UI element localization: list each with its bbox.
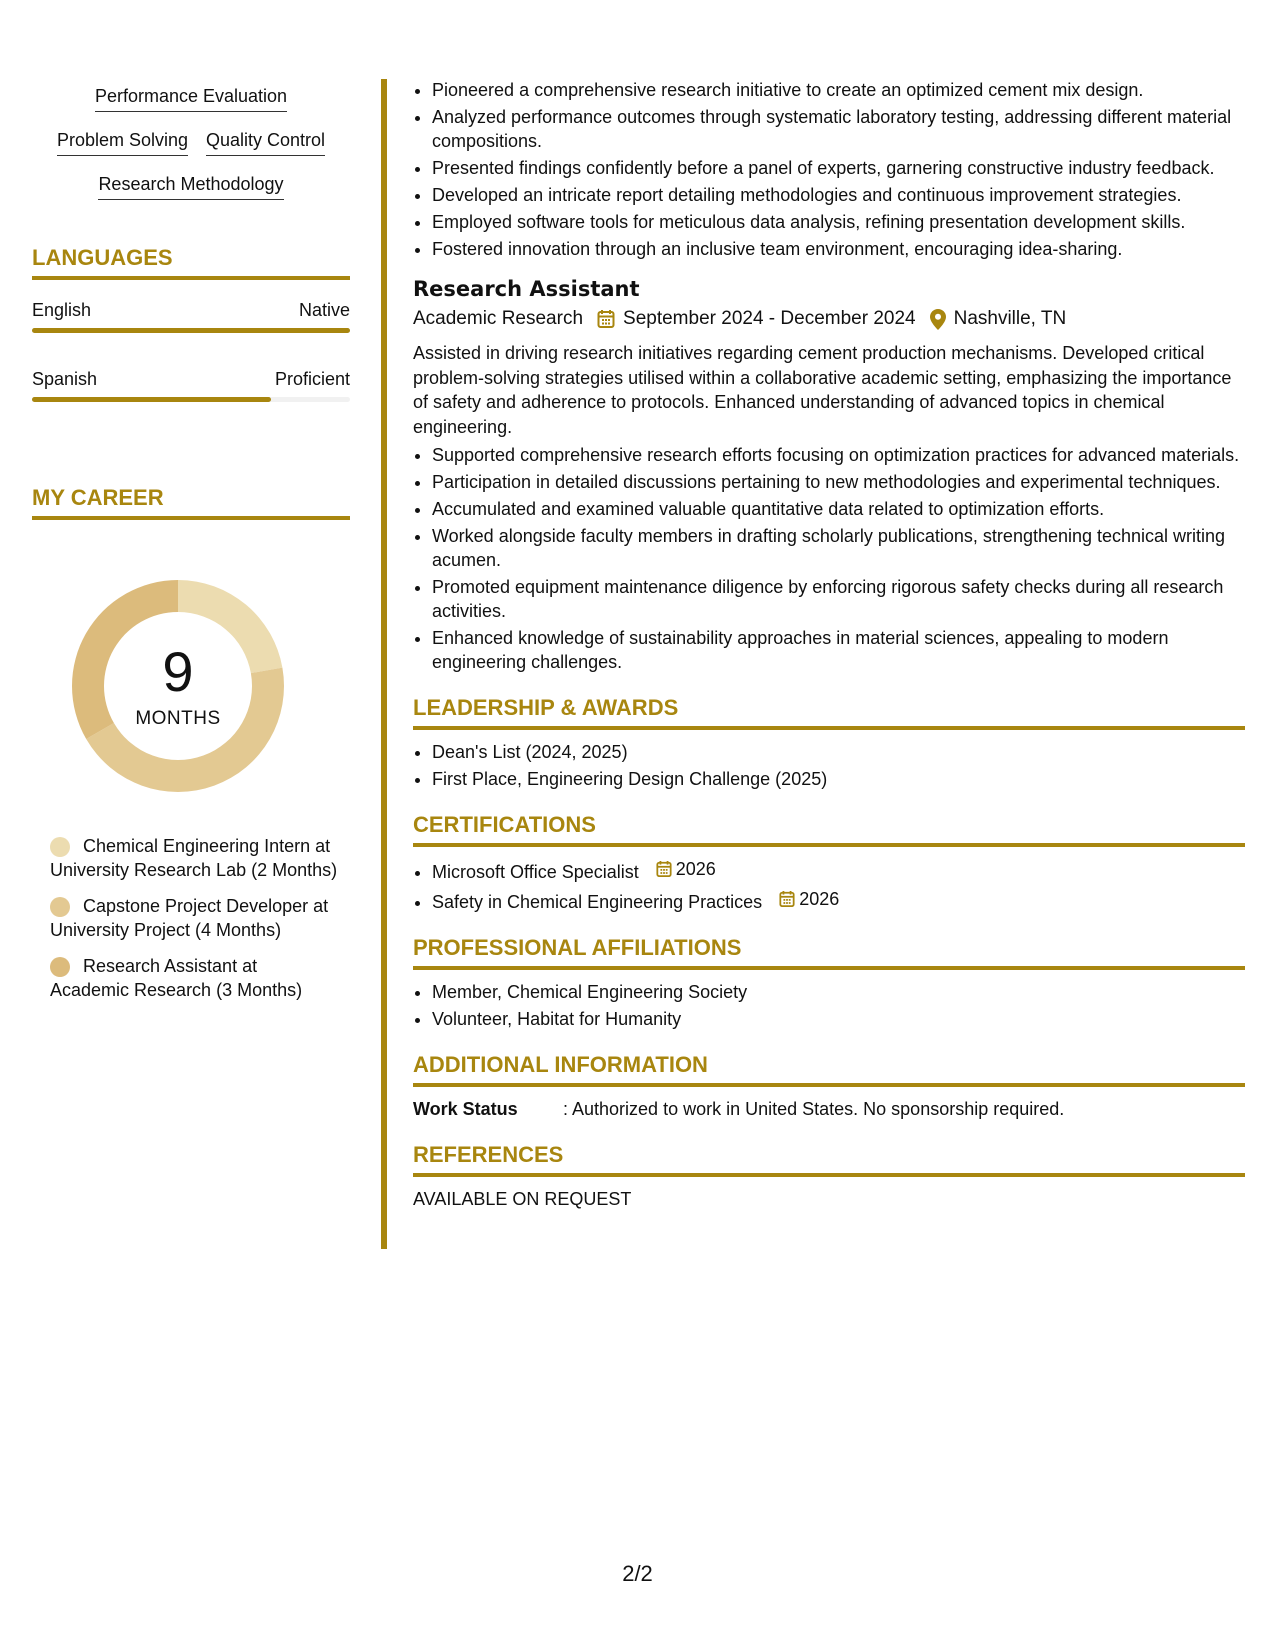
calendar-icon (597, 309, 615, 329)
job-bullets (413, 443, 1245, 674)
job-dates: September 2024 - December 2024 (623, 308, 916, 329)
skill-tag: Performance Evaluation (95, 84, 287, 112)
skills-list (32, 84, 350, 216)
affiliations-heading: PROFESSIONAL AFFILIATIONS (413, 934, 1245, 970)
list-item: • Supported comprehensive research efforts focusing on optimization practices for advanced materials. (432, 443, 1245, 467)
career-legend-item (50, 894, 340, 942)
list-item: • First Place, Engineering Design Challenge (2025) (432, 767, 1245, 791)
list-item: • Developed an intricate report detailing methodologies and continuous improvement strategies. (432, 183, 1245, 207)
certifications-heading: CERTIFICATIONS (413, 811, 1245, 847)
list-item: • Dean's List (2024, 2025) (432, 740, 1245, 764)
list-item: • Fostered innovation through an inclusive team environment, encouraging idea-sharing. (432, 237, 1245, 261)
list-item: • Volunteer, Habitat for Humanity (432, 1007, 1245, 1031)
list-item: • Promoted equipment maintenance diligence by enforcing rigorous safety checks during all research activities. (432, 575, 1245, 623)
certifications-list (413, 857, 1245, 914)
legend-dot-icon (50, 957, 70, 977)
page-number: 2/2 (622, 1561, 653, 1586)
list-item: • Participation in detailed discussions pertaining to new methodologies and experimental techniques. (432, 470, 1245, 494)
career-legend-label: Chemical Engineering Intern at University Research Lab (2 Months) (50, 836, 338, 880)
career-legend-label: Capstone Project Developer at University Project (4 Months) (50, 896, 329, 940)
legend-dot-icon (50, 837, 70, 857)
language-item (32, 367, 350, 402)
skill-tag: Quality Control (206, 128, 325, 156)
language-level: Proficient (274, 369, 350, 389)
skill-tag: Problem Solving (57, 128, 188, 156)
list-item: • Analyzed performance outcomes through systematic laboratory testing, addressing different material compositions. (432, 105, 1245, 153)
language-level: Native (298, 300, 350, 320)
job-description: Assisted in driving research initiatives regarding cement production mechanisms. Developed critical problem-solving strategies utilised within a collaborative academic setting, emphasizing the importance of safety and adherence to protocols. Enhanced understanding of advanced topics in chemical engineering. (413, 343, 1232, 437)
leadership-list (413, 740, 1245, 791)
career-total-value: 9 (162, 640, 194, 703)
references-text: AVAILABLE ON REQUEST (413, 1189, 632, 1209)
job-company: Academic Research (413, 308, 584, 329)
left-column (32, 0, 350, 1100)
additional-info-heading: ADDITIONAL INFORMATION (413, 1051, 1245, 1087)
job-meta (413, 305, 1245, 333)
language-bar-fill (32, 397, 271, 402)
career-legend-label: Research Assistant at Academic Research (3 Months) (50, 956, 303, 1000)
list-item: • Presented findings confidently before a panel of experts, garnering constructive industry feedback. (432, 156, 1245, 180)
cert-year: 2026 (675, 859, 716, 879)
list-item (432, 857, 1245, 884)
cert-name: Microsoft Office Specialist (432, 862, 639, 882)
cert-name: Safety in Chemical Engineering Practices (432, 892, 763, 912)
language-bar (32, 328, 350, 333)
career-donut-chart (66, 574, 290, 798)
job-title: Research Assistant (413, 277, 640, 301)
legend-dot-icon (50, 897, 70, 917)
right-column (413, 78, 1245, 1211)
calendar-icon (779, 890, 795, 908)
work-status-label: Work Status (413, 1099, 518, 1119)
language-bar-fill (32, 328, 350, 333)
cert-year: 2026 (799, 889, 840, 909)
map-pin-icon (930, 309, 946, 330)
language-name: Spanish (32, 369, 98, 389)
references-heading: REFERENCES (413, 1141, 1245, 1177)
languages-heading: LANGUAGES (32, 244, 350, 280)
list-item: • Worked alongside faculty members in drafting scholarly publications, strengthening technical writing acumen. (432, 524, 1245, 572)
affiliations-list (413, 980, 1245, 1031)
skill-tag: Research Methodology (98, 172, 283, 200)
job-location: Nashville, TN (953, 308, 1067, 329)
list-item: • Accumulated and examined valuable quantitative data related to optimization efforts. (432, 497, 1245, 521)
list-item (432, 887, 1245, 914)
work-status-value: : Authorized to work in United States. No sponsorship required. (563, 1099, 1065, 1119)
leadership-heading: LEADERSHIP & AWARDS (413, 694, 1245, 730)
language-bar (32, 397, 350, 402)
list-item: • Enhanced knowledge of sustainability approaches in material sciences, appealing to modern engineering challenges. (432, 626, 1245, 674)
calendar-icon (656, 860, 672, 878)
list-item: • Pioneered a comprehensive research initiative to create an optimized cement mix design. (432, 78, 1245, 102)
list-item: • Employed software tools for meticulous data analysis, refining presentation development skills. (432, 210, 1245, 234)
column-divider (381, 79, 387, 1249)
language-name: English (32, 300, 92, 320)
career-legend (50, 834, 340, 1014)
work-status-row (413, 1097, 1245, 1121)
list-item: • Member, Chemical Engineering Society (432, 980, 1245, 1004)
career-legend-item (50, 834, 340, 882)
career-legend-item (50, 954, 340, 1002)
language-item (32, 298, 350, 333)
career-total-unit: MONTHS (135, 708, 221, 729)
previous-job-bullets (413, 78, 1245, 261)
career-heading: MY CAREER (32, 484, 350, 520)
